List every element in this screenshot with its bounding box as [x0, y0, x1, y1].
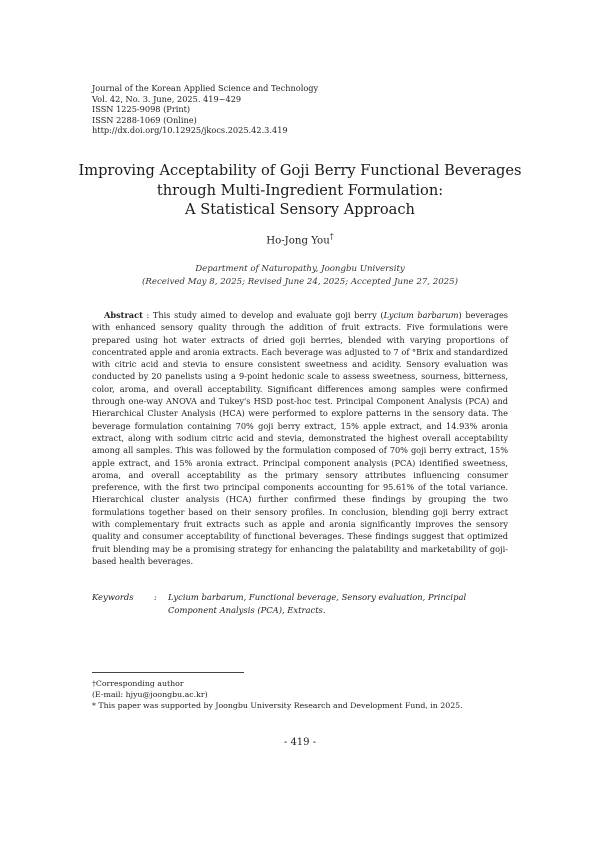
- doi-link[interactable]: http://dx.doi.org/10.12925/jkocs.2025.42.3.419: [92, 125, 288, 136]
- received-dates: (Received May 8, 2025; Revised June 24, 2025; Accepted June 27, 2025): [142, 276, 458, 287]
- keywords: [92, 591, 508, 617]
- species-name: Lycium barbarum: [383, 310, 459, 320]
- journal-volume: Vol. 42, No. 3. June, 2025. 419~429: [92, 93, 242, 104]
- keywords-label: Keywords: [92, 592, 134, 602]
- issn-print: ISSN 1225-9098 (Print): [92, 104, 191, 115]
- abstract-label: Abstract: [104, 310, 143, 320]
- department: Department of Naturopathy, Joongbu University: [195, 264, 405, 274]
- author-name: Ho-Jong You: [266, 235, 330, 247]
- journal-name: Journal of the Korean Applied Science and Technology: [92, 83, 319, 93]
- abstract-text-rest: ) beverages with enhanced sensory quality through the addition of fruit extracts. Five formulations were prepared using hot water extracts of dried goji berries, blended with varying proportions of concentrated apple and aronia extracts. Each beverage was adjusted to 7 of °Brix and standardized with citric acid and stevia to ensure consistent sweetness and acidity. Sensory evaluation was conducted by 20 panelists using a 9-point hedonic scale to assess sweetness, sourness, bitterness, color, aroma, and overall acceptability. Significant differences among samples were confirmed through one-way ANOVA and Tukey's HSD post-hoc test. Principal Component Analysis (PCA) and Hierarchical Cluster Analysis (HCA) were performed to explore patterns in the sensory data. The beverage formulation containing 70% goji berry extract, 15% apple extract, and 14.93% aronia extract, along with sodium citric acid and stevia, demonstrated the highest overall acceptability among all samples. This was followed by the formulation composed of 70% goji berry extract, 15% apple extract, and 15% aronia extract. Principal component analysis (PCA) identified sweetness, aroma, and overall acceptability as the primary sensory attributes influencing consumer preference, with the first two principal components accounting for 95.61% of the total variance. Hierarchical cluster analysis (HCA) further confirmed these findings by grouping the two formulations together based on their sensory profiles. In conclusion, blending goji berry extract with complementary fruit extracts such as apple and aronia significantly improves the sensory quality and consumer acceptability of functional beverages. These findings suggest that optimized fruit blending may be a promising strategy for enhancing the palatability and marketability of goji-based health beverages.: [92, 310, 508, 566]
- keywords-colon: :: [154, 592, 157, 602]
- page-number: - 419 -: [283, 737, 317, 748]
- title-line-1: Improving Acceptability of Goji Berry Functional Beverages: [78, 162, 522, 179]
- author: [0, 232, 600, 246]
- funding-note: * This paper was supported by Joongbu University Research and Development Fund, in 2025.: [92, 701, 463, 710]
- footnote-divider: [92, 672, 244, 673]
- issn-online: ISSN 2288-1069 (Online): [92, 114, 197, 125]
- title-line-3: A Statistical Sensory Approach: [185, 201, 415, 218]
- affiliation: [0, 263, 600, 288]
- paper-title: [60, 161, 540, 220]
- email-note: (E-mail: hjyu@joongbu.ac.kr): [92, 690, 208, 699]
- title-line-2: through Multi-Ingredient Formulation:: [156, 181, 444, 199]
- corresponding-author-note: †Corresponding author: [92, 679, 184, 688]
- keywords-text: Lycium barbarum, Functional beverage, Sensory evaluation, Principal Component Analysis (PCA), Extracts.: [168, 592, 467, 615]
- corresponding-mark: †: [329, 232, 334, 241]
- journal-info: [92, 83, 318, 136]
- footnotes: [92, 678, 463, 711]
- abstract-text-start: This study aimed to develop and evaluate goji berry (: [152, 310, 384, 320]
- abstract: [92, 309, 508, 567]
- abstract-separator: :: [142, 310, 153, 320]
